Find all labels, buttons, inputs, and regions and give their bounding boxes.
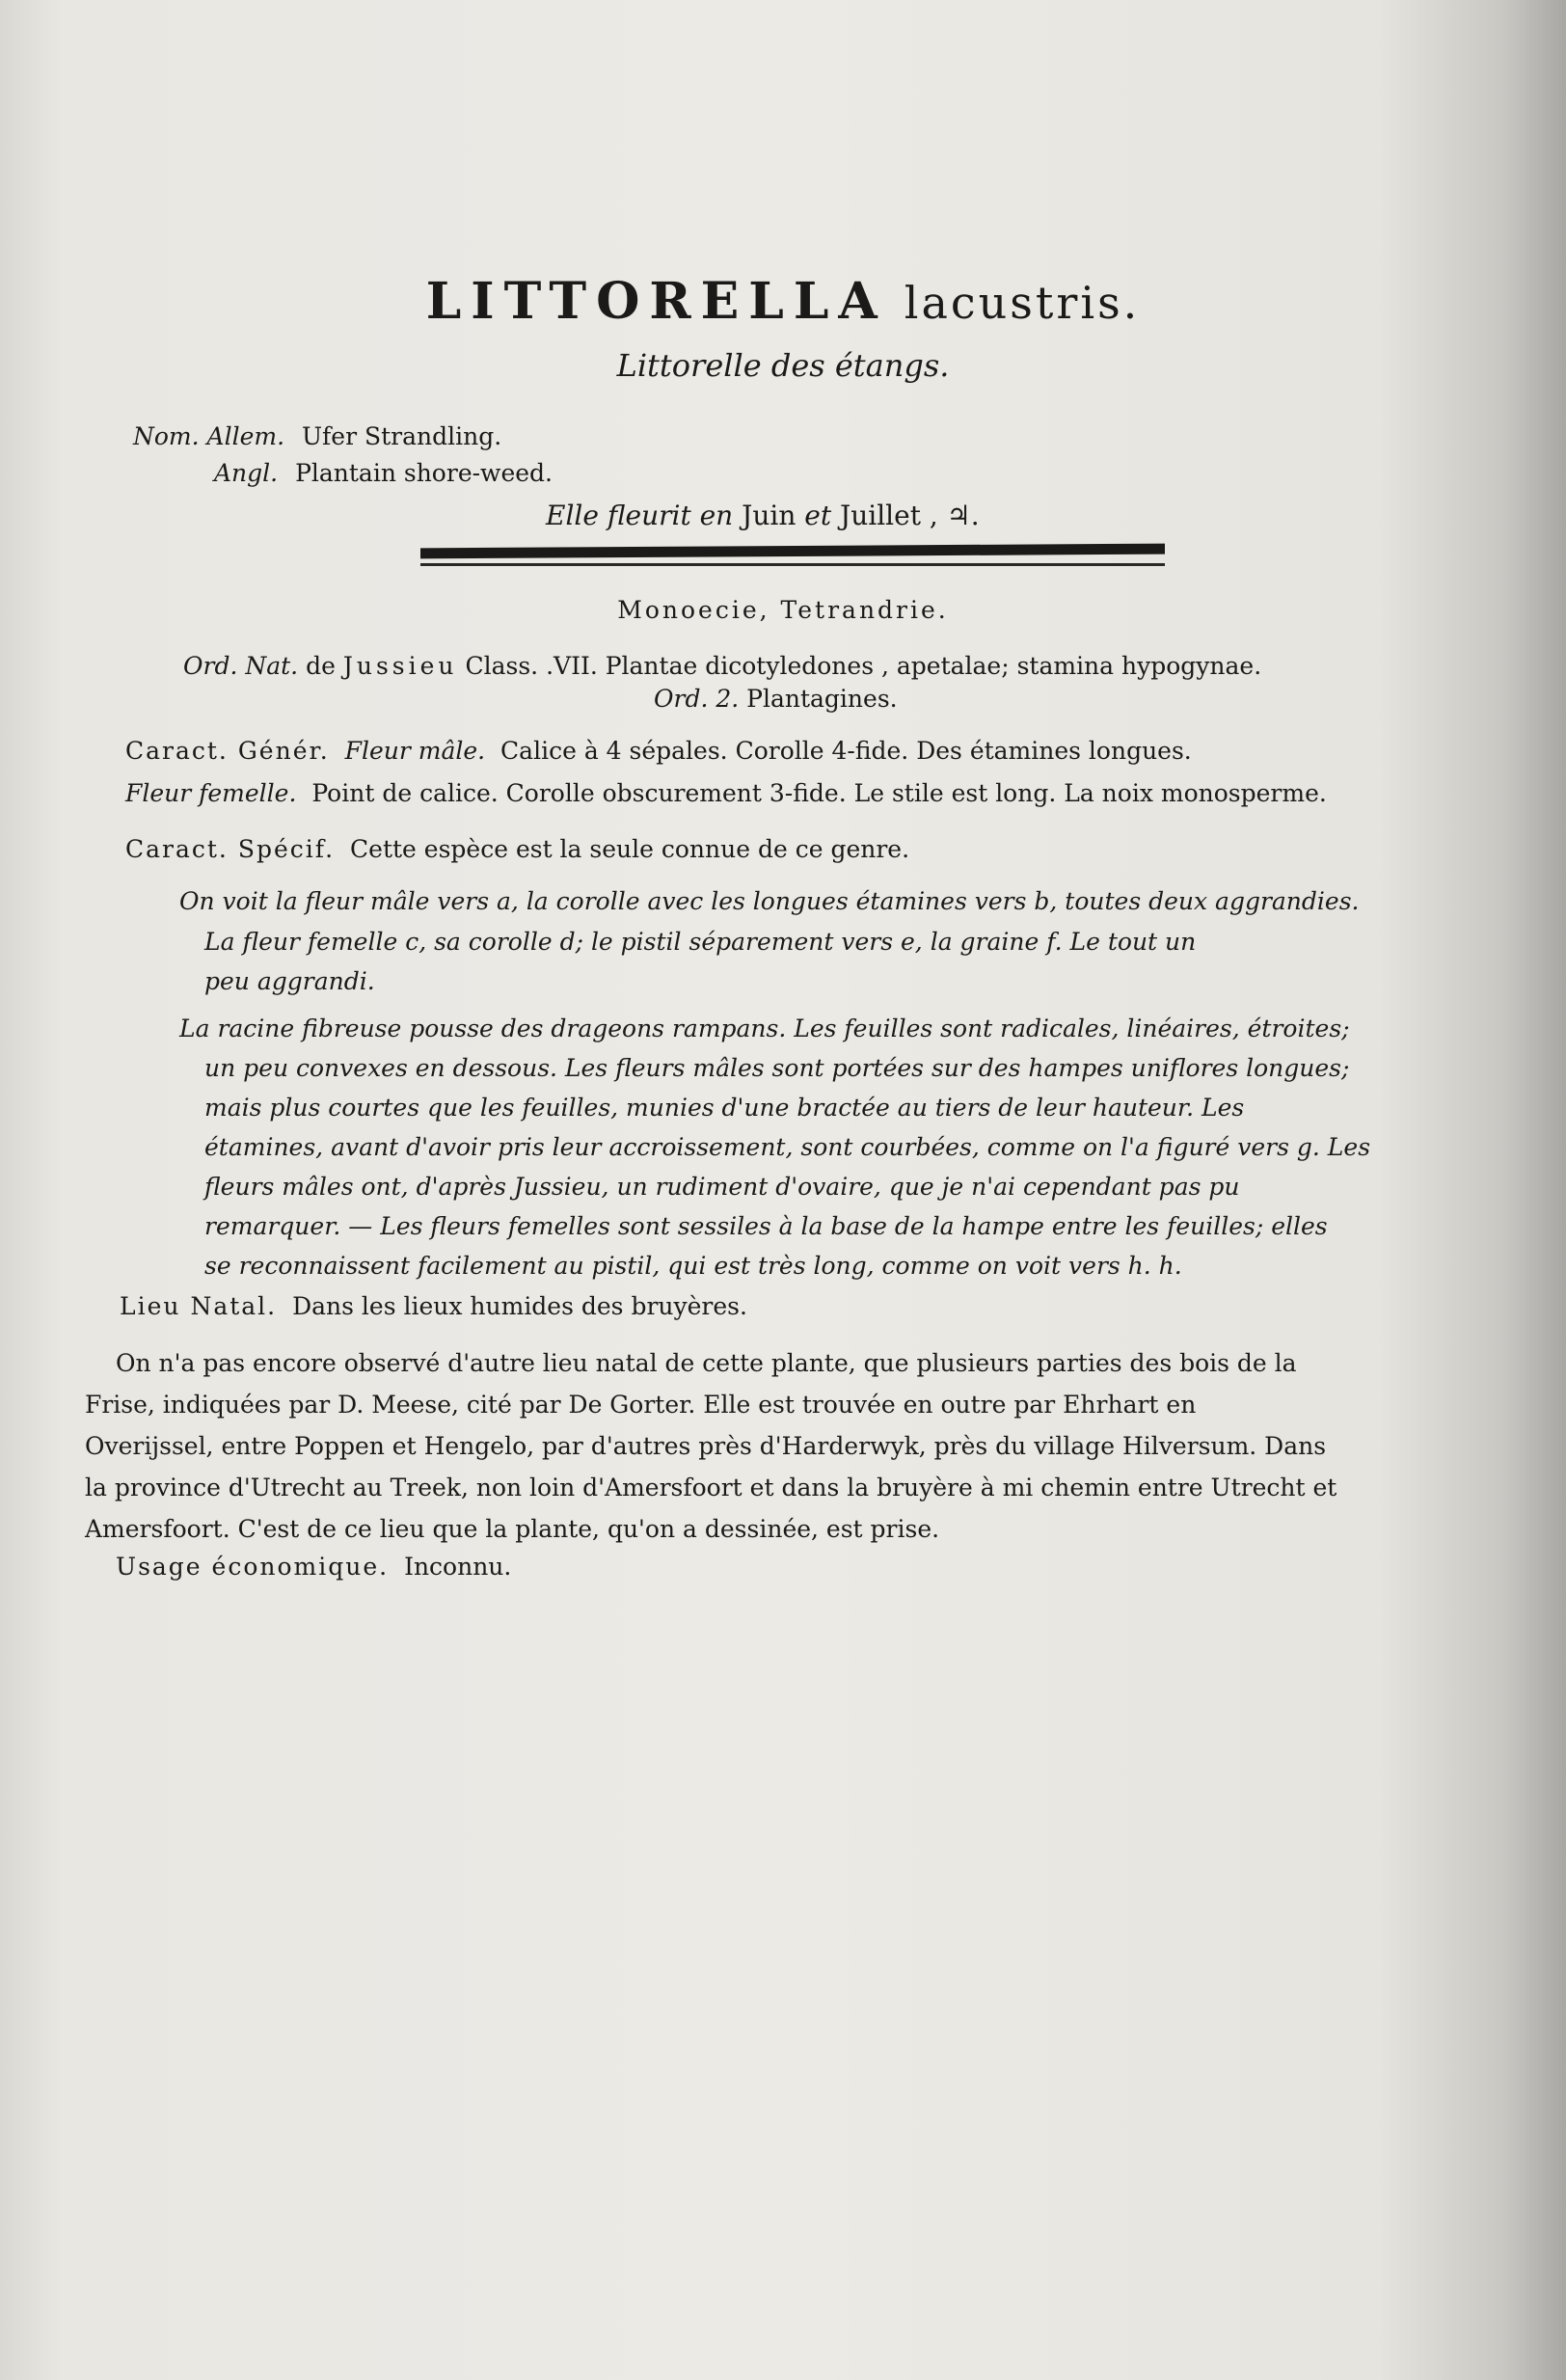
description-line: se reconnaissent facilement au pistil, qui est très long, comme on voit vers h. h. [204, 1252, 1182, 1280]
flowering-intro: Elle fleurit en [546, 500, 734, 531]
natural-order-text: Class. .VII. Plantae dicotyledones , apetalae; stamina hypogynae. [465, 652, 1262, 680]
order-two-value: Plantagines. [746, 685, 898, 713]
order-two-line [654, 685, 898, 713]
male-flower-label: Fleur mâle. [344, 737, 486, 765]
habitat-detail [85, 1342, 1336, 1550]
english-name-line [214, 459, 553, 487]
habitat-detail-line: la province d'Utrecht au Treek, non loin d'Amersfoort et dans la bruyère à mi chemin entre Utrecht et [85, 1474, 1337, 1501]
description-line: remarquer. — Les fleurs femelles sont sessiles à la base de la hampe entre les feuilles; elles [204, 1212, 1328, 1240]
divider-thin [420, 563, 1165, 566]
figure-explanation-line: peu aggrandi. [204, 967, 375, 995]
habitat-detail-line: Frise, indiquées par D. Meese, cité par De Gorter. Elle est trouvée en outre par Ehrhart en [85, 1391, 1197, 1419]
flowering-conjunction: et [804, 500, 832, 531]
habitat-line [120, 1292, 747, 1320]
perennial-symbol: ♃. [946, 500, 980, 531]
description-line: fleurs mâles ont, d'après Jussieu, un rudiment d'ovaire, que je n'ai cependant pas pu [204, 1173, 1240, 1201]
habitat-detail-line: Overijssel, entre Poppen et Hengelo, par d'autres près d'Harderwyk, près du village Hilversum. Dans [85, 1432, 1327, 1460]
usage-text: Inconnu. [404, 1553, 512, 1581]
flowering-month-1: Juin [742, 500, 796, 531]
habitat-detail-line: On n'a pas encore observé d'autre lieu natal de cette plante, que plusieurs parties des bois de la [116, 1349, 1297, 1377]
description-line: étamines, avant d'avoir pris leur accroissement, sont courbées, comme on l'a figuré vers g. Les [204, 1133, 1371, 1161]
natural-order-de: de [306, 652, 336, 680]
figure-explanation-line: On voit la fleur mâle vers a, la corolle avec les longues étamines vers b, toutes deux aggrandies. [179, 887, 1360, 915]
linnaean-class: Monoecie, Tetrandrie. [617, 596, 949, 624]
species-epithet: lacustris. [904, 277, 1141, 329]
plant-description [179, 1009, 1370, 1285]
flowering-line [546, 500, 980, 531]
specific-character-line [125, 835, 909, 863]
generic-character-line [125, 737, 1192, 765]
female-flower-label: Fleur femelle. [125, 779, 297, 807]
habitat-detail-line: Amersfoort. C'est de ce lieu que la plante, qu'on a dessinée, est prise. [85, 1515, 940, 1543]
order-two-label: Ord. 2. [654, 685, 740, 713]
female-flower-line [125, 779, 1327, 807]
specific-character-text: Cette espèce est la seule connue de ce genre. [350, 835, 910, 863]
german-name-value: Ufer Strandling. [301, 422, 502, 450]
natural-order-line [183, 652, 1261, 680]
genus-name: LITTORELLA [425, 272, 887, 331]
habitat-label: Lieu Natal. [120, 1292, 278, 1320]
figure-explanation-line: La fleur femelle c, sa corolle d; le pistil séparement vers e, la graine f. Le tout un [204, 927, 1197, 956]
specific-character-label: Caract. Spécif. [125, 835, 336, 863]
natural-order-label: Ord. Nat. [183, 652, 299, 680]
male-flower-text: Calice à 4 sépales. Corolle 4-fide. Des étamines longues. [500, 737, 1192, 765]
german-name-label: Nom. Allem. [133, 422, 285, 450]
figure-explanation [179, 881, 1359, 1002]
habitat-text: Dans les lieux humides des bruyères. [292, 1292, 747, 1320]
german-name-line [133, 422, 501, 450]
usage-label: Usage économique. [116, 1553, 390, 1581]
page-title [0, 272, 1566, 331]
flowering-month-2: Juillet , [840, 500, 938, 531]
generic-character-label: Caract. Génér. [125, 737, 330, 765]
usage-line [116, 1553, 511, 1581]
natural-order-author: Jussieu [342, 652, 458, 680]
description-line: un peu convexes en dessous. Les fleurs mâles sont portées sur des hampes uniflores longues; [204, 1054, 1350, 1082]
divider-thick [420, 544, 1165, 559]
french-common-name: Littorelle des étangs. [616, 347, 950, 384]
female-flower-text: Point de calice. Corolle obscurement 3-fide. Le stile est long. La noix monosperme. [311, 779, 1327, 807]
description-line: La racine fibreuse pousse des drageons rampans. Les feuilles sont radicales, linéaires, étroites; [179, 1014, 1350, 1042]
english-name-value: Plantain shore-weed. [295, 459, 553, 487]
description-line: mais plus courtes que les feuilles, munies d'une bractée au tiers de leur hauteur. Les [204, 1094, 1245, 1122]
english-name-label: Angl. [214, 459, 279, 487]
